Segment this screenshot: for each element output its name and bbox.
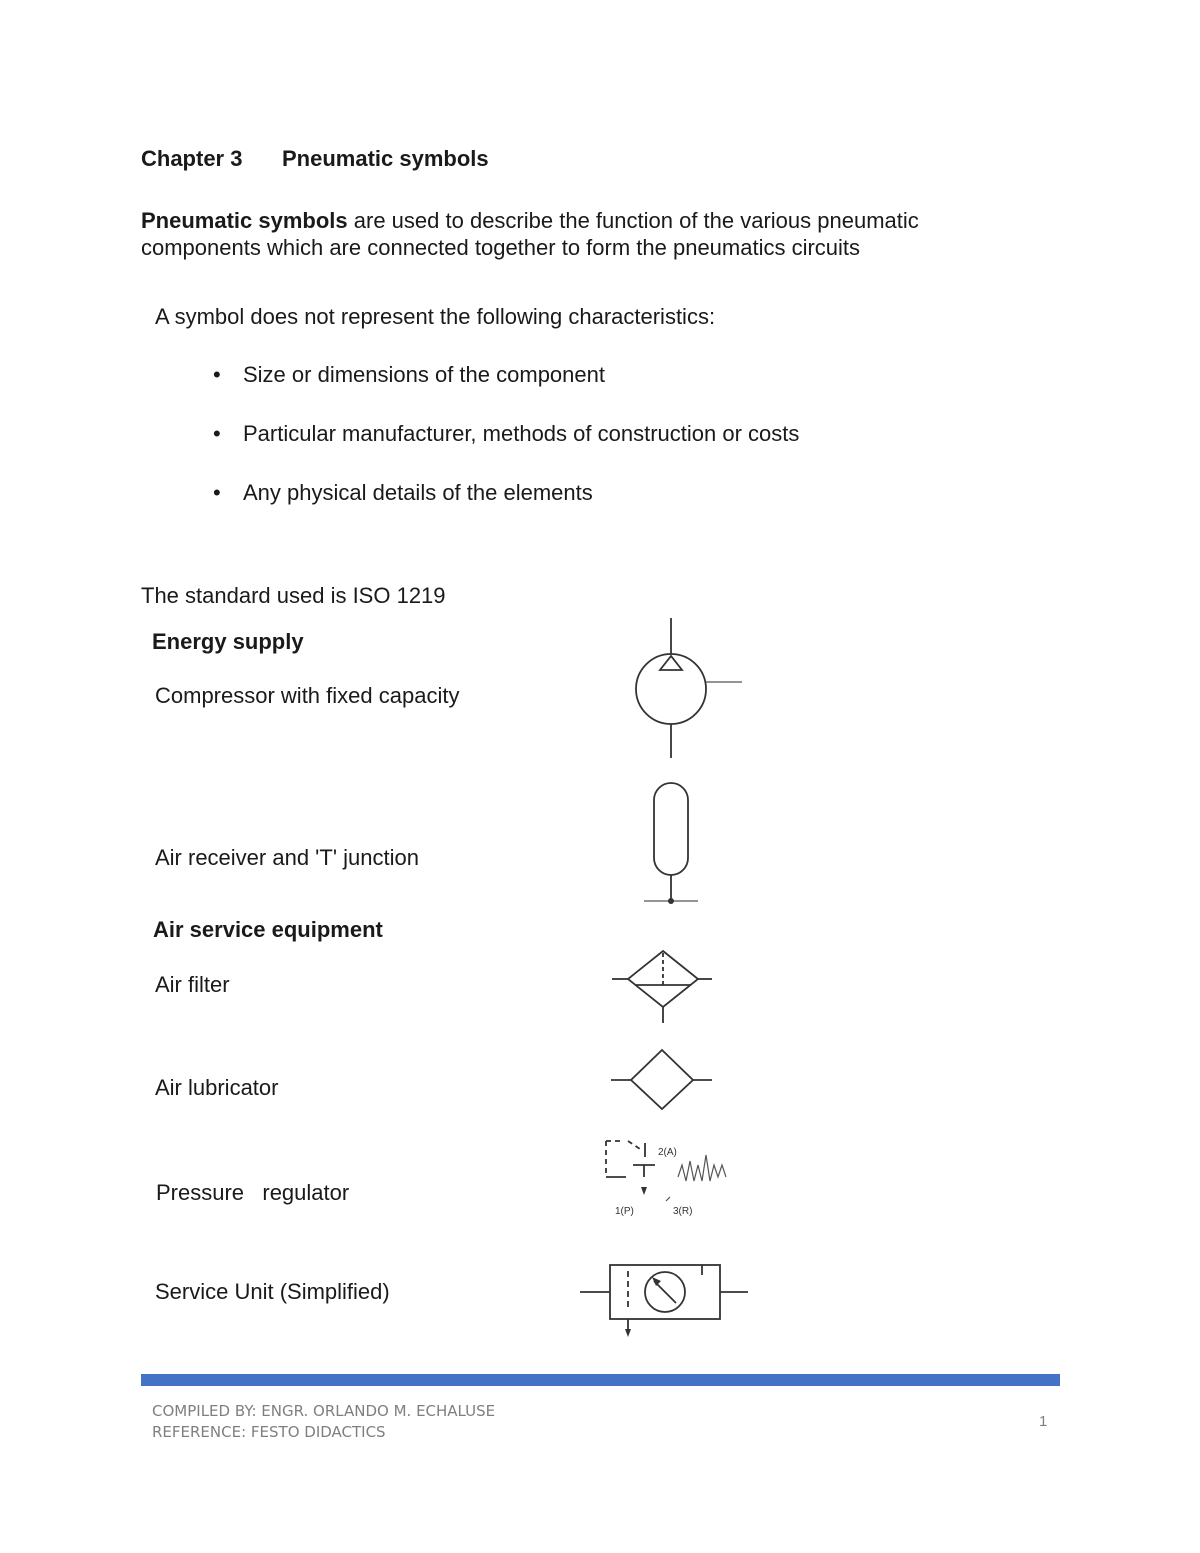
footer-reference: REFERENCE: FESTO DIDACTICS	[152, 1423, 386, 1441]
air-receiver-symbol	[600, 775, 760, 915]
intro-bold-term: Pneumatic symbols	[141, 208, 348, 233]
intro-paragraph	[141, 207, 1021, 261]
compressor-symbol	[600, 610, 760, 770]
service-unit-symbol	[570, 1255, 770, 1345]
bullet-item: • Particular manufacturer, methods of construction or costs	[213, 421, 800, 446]
bullet-item: • Any physical details of the elements	[213, 480, 593, 505]
bullet-item: • Size or dimensions of the component	[213, 362, 605, 387]
chapter-title: Pneumatic symbols	[282, 146, 489, 171]
chapter-heading	[141, 146, 489, 172]
intro-text: are used to describe the function of the various pneumatic components which are connected together to form the pneumatics circuits	[141, 208, 919, 260]
section-air-service: Air service equipment	[153, 917, 383, 942]
section-energy-supply: Energy supply	[152, 629, 304, 654]
standard-line: The standard used is ISO 1219	[141, 583, 446, 608]
air-lubricator-symbol	[600, 1045, 730, 1115]
page-number: 1	[1039, 1413, 1048, 1430]
label-air-receiver: Air receiver and 'T' junction	[155, 845, 419, 870]
regulator-port-r: 3(R)	[673, 1206, 693, 1217]
lead-sentence: A symbol does not represent the following characteristics:	[155, 304, 716, 329]
label-pressure-regulator: Pressure regulator	[156, 1180, 350, 1205]
air-filter-symbol	[600, 945, 730, 1035]
label-compressor: Compressor with fixed capacity	[155, 683, 460, 708]
footer-compiled-by: COMPILED BY: ENGR. ORLANDO M. ECHALUSE	[152, 1402, 496, 1420]
pressure-regulator-symbol	[600, 1135, 740, 1225]
chapter-number: Chapter 3	[141, 146, 243, 171]
footer-rule	[141, 1374, 1060, 1386]
label-service-unit: Service Unit (Simplified)	[155, 1279, 390, 1304]
label-air-lubricator: Air lubricator	[155, 1075, 279, 1100]
regulator-port-a: 2(A)	[658, 1147, 677, 1158]
regulator-port-p: 1(P)	[615, 1206, 634, 1217]
label-air-filter: Air filter	[155, 972, 230, 997]
